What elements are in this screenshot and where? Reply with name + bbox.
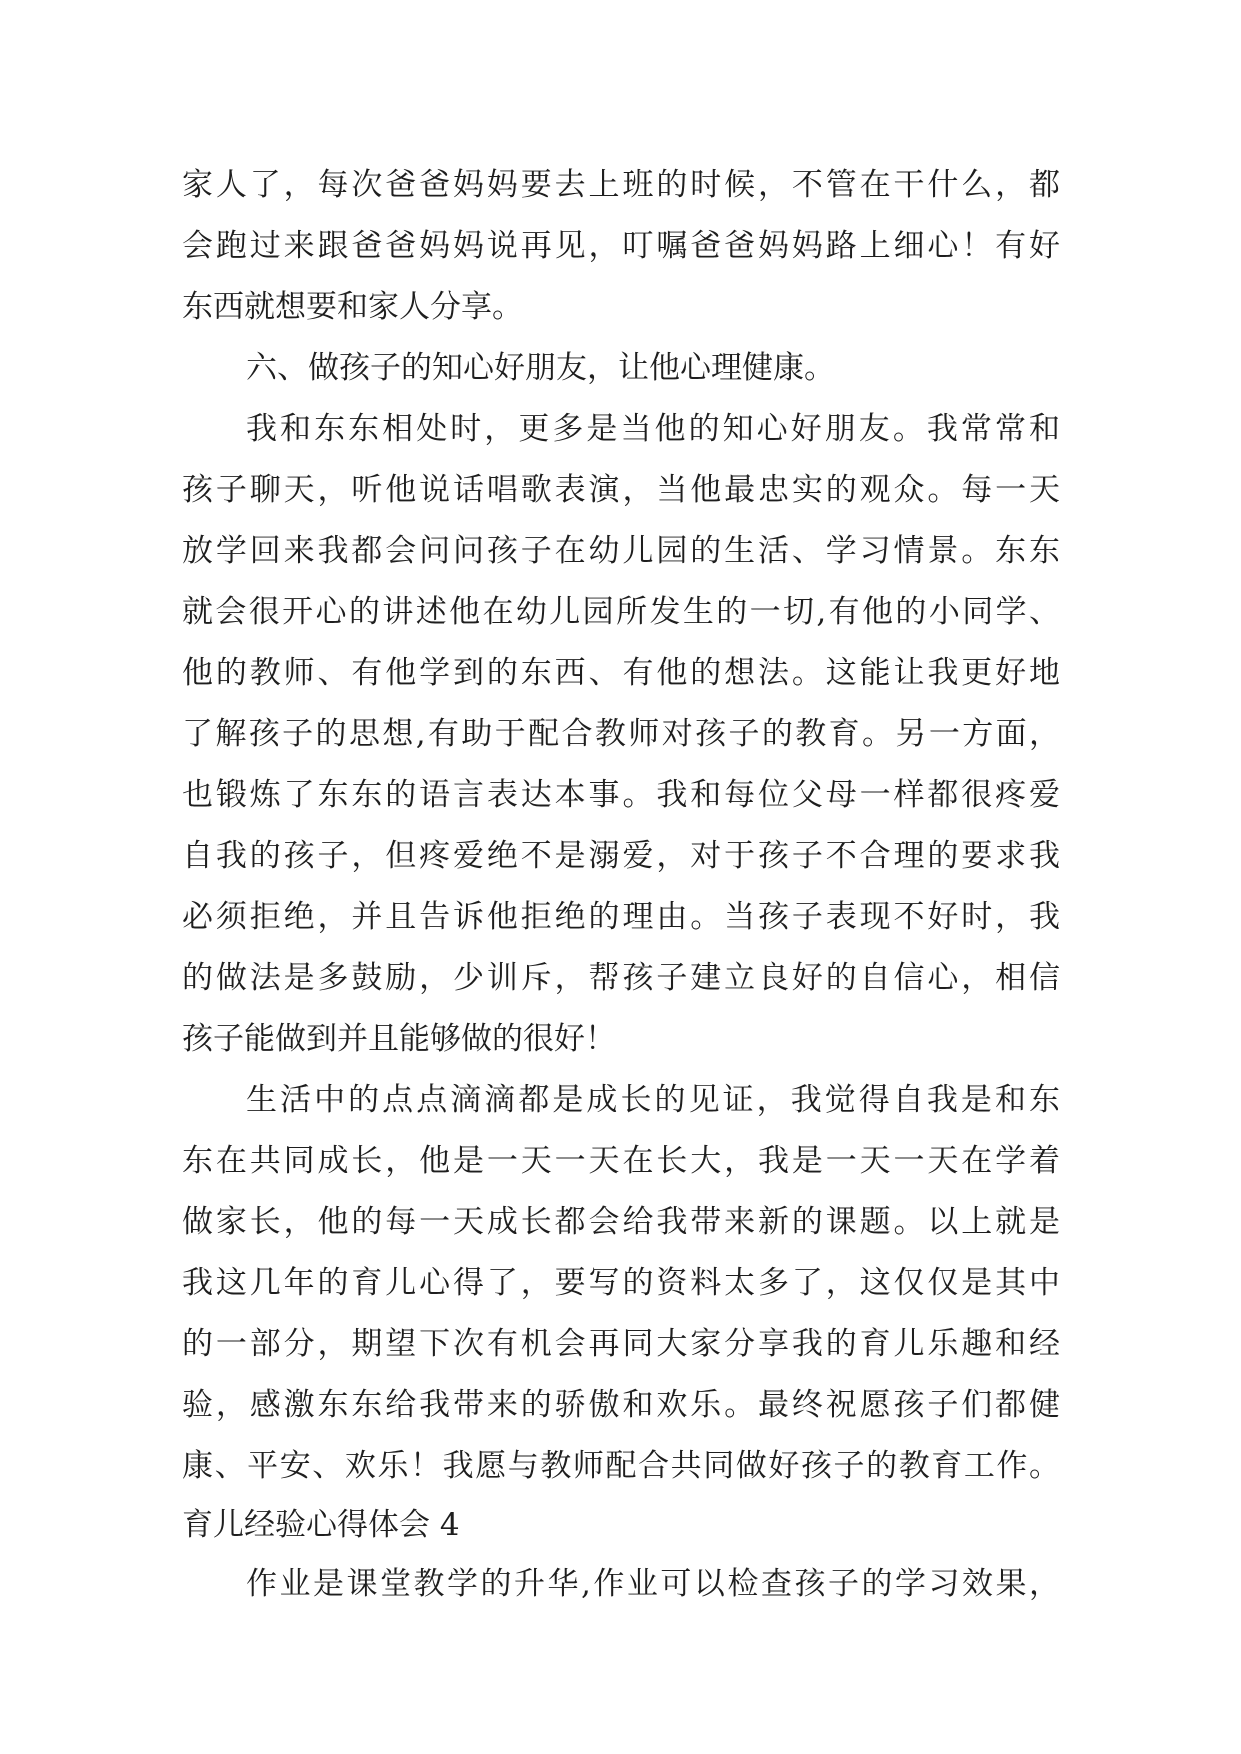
- text-line: 必须拒绝，并且告诉他拒绝的理由。当孩子表现不好时，我: [182, 899, 1060, 935]
- text-line: 作业是课堂教学的升华,作业可以检查孩子的学习效果，: [246, 1566, 1060, 1602]
- text-line: 家人了，每次爸爸妈妈要去上班的时候，不管在干什么，都: [182, 167, 1060, 203]
- text-line: 做家长，他的每一天成长都会给我带来新的课题。以上就是: [182, 1204, 1060, 1240]
- paragraph: [182, 1070, 1060, 1497]
- text-line: 东西就想要和家人分享。: [182, 289, 523, 325]
- text-line: 生活中的点点滴滴都是成长的见证，我觉得自我是和东: [246, 1082, 1060, 1118]
- paragraph: [182, 1554, 1060, 1615]
- text-line: 孩子聊天，听他说话唱歌表演，当他最忠实的观众。每一天: [182, 472, 1060, 508]
- text-line: 的一部分，期望下次有机会再同大家分享我的育儿乐趣和经: [182, 1326, 1060, 1362]
- text-line: 验，感激东东给我带来的骄傲和欢乐。最终祝愿孩子们都健: [182, 1387, 1060, 1423]
- paragraph-subheading: [182, 338, 1060, 399]
- text-line: 放学回来我都会问问孩子在幼儿园的生活、学习情景。东东: [182, 533, 1060, 569]
- paragraph: [182, 155, 1060, 338]
- text-line: 六、做孩子的知心好朋友，让他心理健康。: [246, 350, 835, 386]
- text-line: 会跑过来跟爸爸妈妈说再见，叮嘱爸爸妈妈路上细心！有好: [182, 228, 1060, 264]
- text-line: 自我的孩子，但疼爱绝不是溺爱，对于孩子不合理的要求我: [182, 838, 1060, 874]
- document-body: [182, 155, 1060, 1615]
- text-line: 的做法是多鼓励，少训斥，帮孩子建立良好的自信心，相信: [182, 960, 1060, 996]
- text-line: 我这几年的育儿心得了，要写的资料太多了，这仅仅是其中: [182, 1265, 1060, 1301]
- text-line: 康、平安、欢乐！我愿与教师配合共同做好孩子的教育工作。: [182, 1448, 1060, 1484]
- text-line: 也锻炼了东东的语言表达本事。我和每位父母一样都很疼爱: [182, 777, 1060, 813]
- text-line: 了解孩子的思想,有助于配合教师对孩子的教育。另一方面，: [182, 716, 1060, 752]
- paragraph: [182, 399, 1060, 1070]
- text-line: 东在共同成长，他是一天一天在长大，我是一天一天在学着: [182, 1143, 1060, 1179]
- text-line: 我和东东相处时，更多是当他的知心好朋友。我常常和: [246, 411, 1060, 447]
- text-line: 他的教师、有他学到的东西、有他的想法。这能让我更好地: [182, 655, 1060, 691]
- section-heading: 育儿经验心得体会 4: [182, 1507, 460, 1543]
- text-line: 孩子能做到并且能够做的很好！: [182, 1021, 616, 1057]
- text-line: 就会很开心的讲述他在幼儿园所发生的一切,有他的小同学、: [182, 594, 1060, 630]
